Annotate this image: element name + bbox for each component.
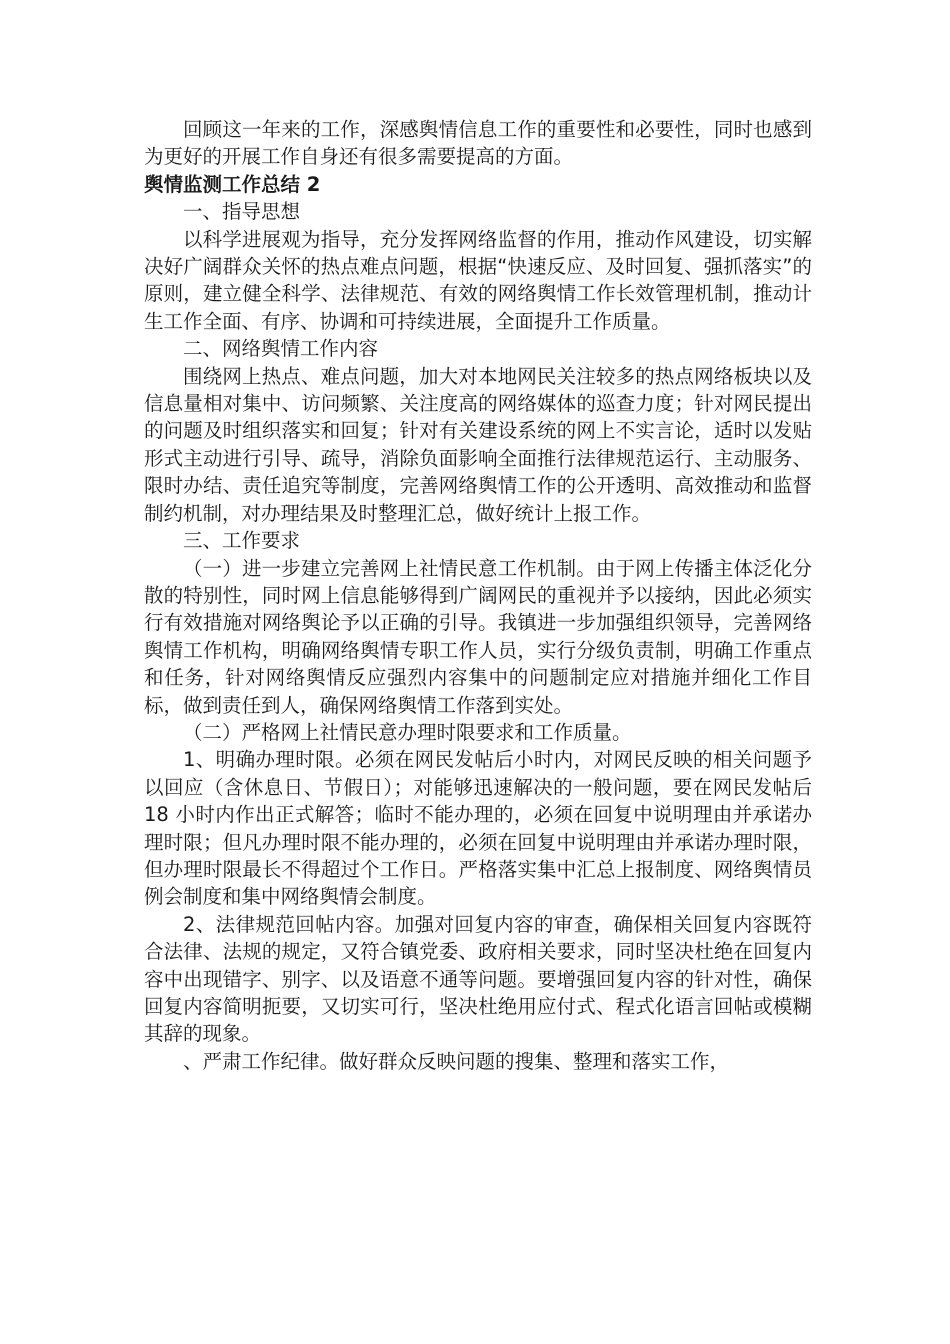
section-2-heading: 二、网络舆情工作内容 — [183, 337, 379, 361]
section-2-body: 围绕网上热点、难点问题，加大对本地网民关注较多的热点网络板块以及信息量相对集中、访问频繁、关注度高的网络媒体的巡查力度；针对网民提出的问题及时组织落实和回复；针对有关建设系统的网上不实言论，适时以发贴形式主动进行引导、疏导，消除负面影响全面推行法律规范运行、主动服务、限时办结、责任追究等制度，完善网络舆情工作的公开透明、高效推动和监督制约机制，对办理结果及时整理汇总，做好统计上报工作。 — [144, 364, 812, 525]
document-title: 舆情监测工作总结 2 — [144, 172, 321, 196]
section-3-item-2: （二）严格网上社情民意办理时限要求和工作质量。 — [183, 720, 632, 744]
section-3-item-2-2: 2、法律规范回帖内容。加强对回复内容的审查，确保相关回复内容既符合法律、法规的规定，又符合镇党委、政府相关要求，同时坚决杜绝在回复内容中出现错字、别字、以及语意不通等问题。要增强回复内容的针对性，确保回复内容简明扼要，又切实可行，坚决杜绝用应付式、程式化语言回帖或模糊其辞的现象。 — [144, 912, 812, 1046]
section-1-body: 以科学进展观为指导，充分发挥网络监督的作用，推动作风建设，切实解决好广阔群众关怀的热点难点问题，根据“快速反应、及时回复、强抓落实”的原则，建立健全科学、法律规范、有效的网络舆情工作长效管理机制，推动计生工作全面、有序、协调和可持续进展，全面提升工作质量。 — [144, 227, 812, 333]
section-1-heading: 一、指导思想 — [183, 200, 301, 224]
section-3-heading: 三、工作要求 — [183, 529, 301, 553]
section-3-item-2-3: 、严肃工作纪律。做好群众反映问题的搜集、整理和落实工作， — [183, 1049, 730, 1073]
document-page — [144, 116, 812, 1075]
section-3-item-2-1: 1、明确办理时限。必须在网民发帖后小时内，对网民反映的相关问题予以回应（含休息日、节假日）；对能够迅速解决的一般问题，要在网民发帖后 18 小时内作出正式解答；临时不能办理的，必须在回复中说明理由并承诺办理时限；但凡办理时限不能办理的，必须在回复中说明理由并承诺办理时限，但办理时限最长不得超过个工作日。严格落实集中汇总上报制度、网络舆情员例会制度和集中网络舆情会制度。 — [144, 748, 812, 909]
intro-paragraph: 回顾这一年来的工作，深感舆情信息工作的重要性和必要性，同时也感到为更好的开展工作自身还有很多需要提高的方面。 — [144, 118, 812, 169]
section-3-item-1: （一）进一步建立完善网上社情民意工作机制。由于网上传播主体泛化分散的特别性，同时网上信息能够得到广阔网民的重视并予以接纳，因此必须实行有效措施对网络舆论予以正确的引导。我镇进一步加强组织领导，完善网络舆情工作机构，明确网络舆情专职工作人员，实行分级负责制，明确工作重点和任务，针对网络舆情反应强烈内容集中的问题制定应对措施并细化工作目标，做到责任到人，确保网络舆情工作落到实处。 — [144, 556, 812, 717]
